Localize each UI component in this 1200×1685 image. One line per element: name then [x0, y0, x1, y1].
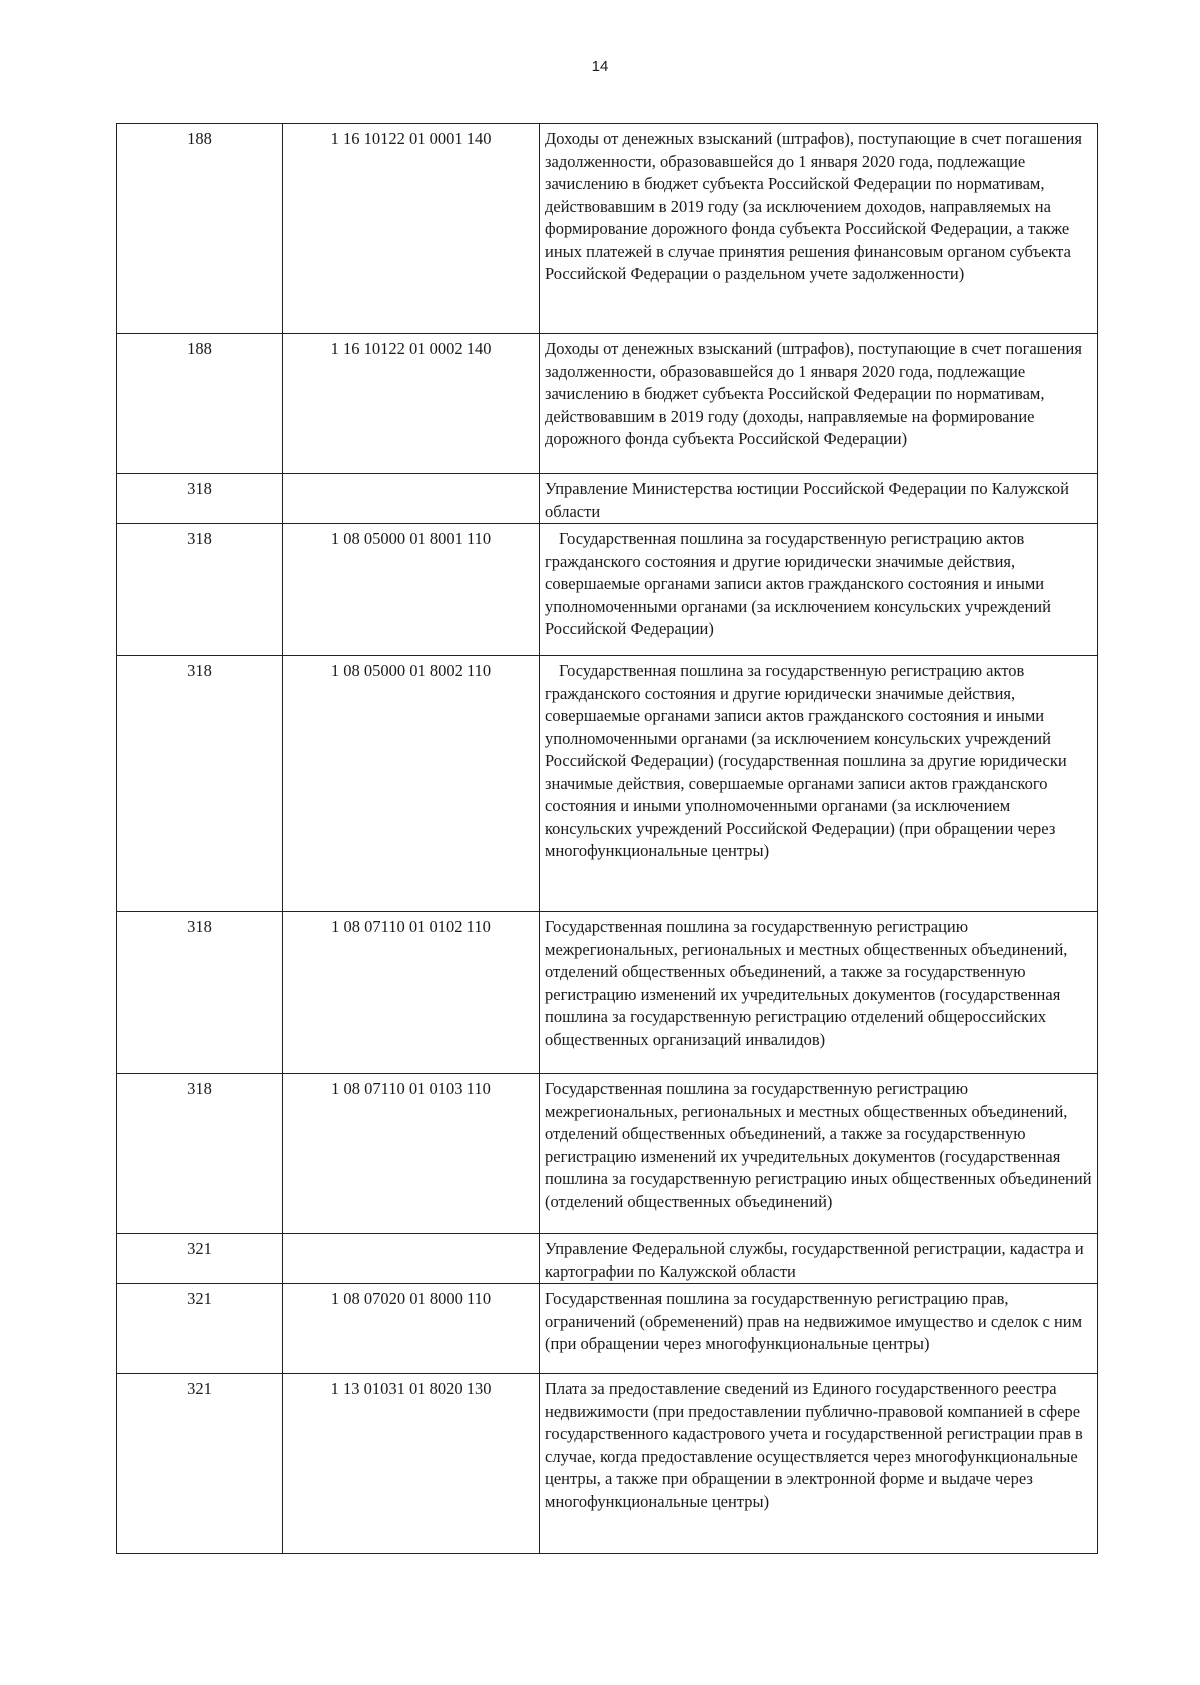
budget-code-cell: 1 16 10122 01 0002 140 — [283, 334, 540, 474]
admin-code-cell: 321 — [117, 1284, 283, 1374]
revenue-name-cell: Государственная пошлина за государственную регистрацию межрегиональных, региональных и местных общественных объединений, отделений общественных объединений, а также за государственную регистрацию изменений их учредительных документов (государственная пошлина за государственную регистрацию иных общественных объединений (отделений общественных объединений) — [540, 1074, 1098, 1234]
admin-code-cell: 318 — [117, 524, 283, 656]
page-number: 14 — [591, 58, 609, 75]
revenue-name-cell: Доходы от денежных взысканий (штрафов), поступающие в счет погашения задолженности, образовавшейся до 1 января 2020 года, подлежащие зачислению в бюджет субъекта Российской Федерации по нормативам, действовавшим в 2019 году (доходы, направляемые на формирование дорожного фонда субъекта Российской Федерации) — [540, 334, 1098, 474]
budget-code-cell: 1 08 05000 01 8001 110 — [283, 524, 540, 656]
table-row — [117, 474, 1098, 524]
budget-code-cell: 1 13 01031 01 8020 130 — [283, 1374, 540, 1554]
budget-code-cell: 1 16 10122 01 0001 140 — [283, 124, 540, 334]
table-row — [117, 124, 1098, 334]
budget-code-cell: 1 08 07110 01 0102 110 — [283, 912, 540, 1074]
table-row — [117, 334, 1098, 474]
table-row — [117, 912, 1098, 1074]
table-row — [117, 1284, 1098, 1374]
admin-code-cell: 188 — [117, 124, 283, 334]
revenue-name-cell: Управление Министерства юстиции Российской Федерации по Калужской области — [540, 474, 1098, 524]
revenue-name-cell: Государственная пошлина за государственную регистрацию межрегиональных, региональных и местных общественных объединений, отделений общественных объединений, а также за государственную регистрацию изменений их учредительных документов (государственная пошлина за государственную регистрацию отделений общероссийских общественных организаций инвалидов) — [540, 912, 1098, 1074]
budget-code-cell: 1 08 07020 01 8000 110 — [283, 1284, 540, 1374]
admin-code-cell: 321 — [117, 1234, 283, 1284]
table-row — [117, 656, 1098, 912]
revenue-name-cell: Плата за предоставление сведений из Единого государственного реестра недвижимости (при предоставлении публично-правовой компанией в сфере государственного кадастрового учета и государственной регистрации прав в случае, когда предоставление осуществляется через многофункциональные центры, а также при обращении в электронной форме и выдаче через многофункциональные центры) — [540, 1374, 1098, 1554]
revenue-name-cell: Государственная пошлина за государственную регистрацию актов гражданского состояния и другие юридически значимые действия, совершаемые органами записи актов гражданского состояния и иными уполномоченными органами (за исключением консульских учреждений Российской Федерации) — [540, 524, 1098, 656]
revenue-name-cell: Доходы от денежных взысканий (штрафов), поступающие в счет погашения задолженности, образовавшейся до 1 января 2020 года, подлежащие зачислению в бюджет субъекта Российской Федерации по нормативам, действовавшим в 2019 году (за исключением доходов, направляемых на формирование дорожного фонда субъекта Российской Федерации, а также иных платежей в случае принятия решения финансовым органом субъекта Российской Федерации о раздельном учете задолженности) — [540, 124, 1098, 334]
table-row — [117, 524, 1098, 656]
budget-code-cell: 1 08 07110 01 0103 110 — [283, 1074, 540, 1234]
budget-code-cell: 1 08 05000 01 8002 110 — [283, 656, 540, 912]
admin-code-cell: 318 — [117, 656, 283, 912]
revenue-name-cell: Государственная пошлина за государственную регистрацию прав, ограничений (обременений) прав на недвижимое имущество и сделок с ним (при обращении через многофункциональные центры) — [540, 1284, 1098, 1374]
admin-code-cell: 318 — [117, 474, 283, 524]
budget-code-cell — [283, 474, 540, 524]
table-row — [117, 1074, 1098, 1234]
admin-code-cell: 321 — [117, 1374, 283, 1554]
revenue-name-cell: Управление Федеральной службы, государственной регистрации, кадастра и картографии по Калужской области — [540, 1234, 1098, 1284]
table-row — [117, 1374, 1098, 1554]
revenue-name-cell: Государственная пошлина за государственную регистрацию актов гражданского состояния и другие юридически значимые действия, совершаемые органами записи актов гражданского состояния и иными уполномоченными органами (за исключением консульских учреждений Российской Федерации) (государственная пошлина за другие юридически значимые действия, совершаемые органами записи актов гражданского состояния и иными уполномоченными органами (за исключением консульских учреждений Российской Федерации) (при обращении через многофункциональные центры) — [540, 656, 1098, 912]
revenue-codes-table — [116, 123, 1098, 1554]
admin-code-cell: 318 — [117, 1074, 283, 1234]
budget-code-cell — [283, 1234, 540, 1284]
table-row — [117, 1234, 1098, 1284]
admin-code-cell: 188 — [117, 334, 283, 474]
admin-code-cell: 318 — [117, 912, 283, 1074]
